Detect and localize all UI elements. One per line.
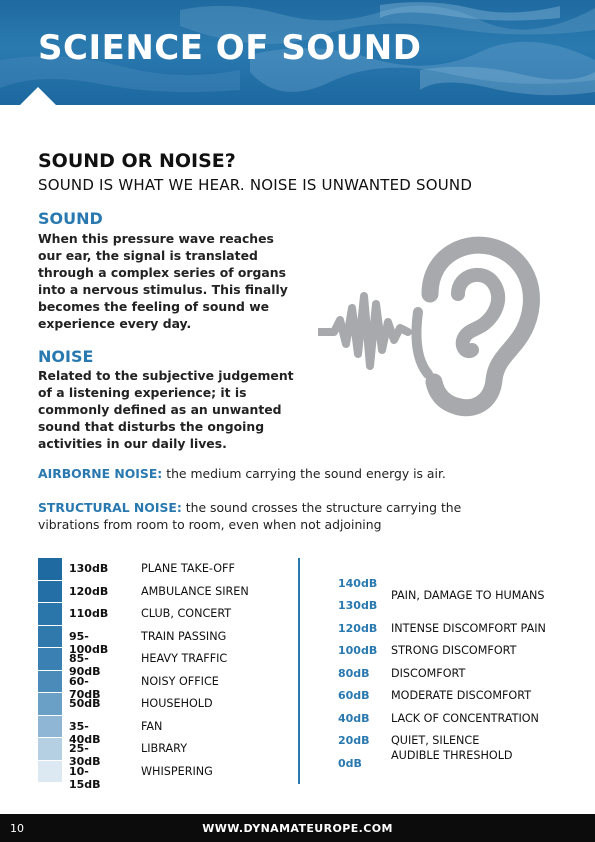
airborne-text: the medium carrying the sound energy is air.: [166, 466, 446, 481]
level-swatch: [38, 603, 62, 625]
level-label: HOUSEHOLD: [141, 697, 213, 710]
level-db: 60-70dB: [69, 674, 101, 701]
effect-label: STRONG DISCOMFORT: [391, 644, 517, 657]
noise-line: Related to the subjective judgement: [38, 368, 294, 383]
level-label: TRAIN PASSING: [141, 629, 227, 643]
scale-divider: [298, 558, 300, 784]
level-label: HEAVY TRAFFIC: [141, 652, 228, 665]
level-label: LIBRARY: [141, 742, 188, 755]
noise-heading: NOISE: [38, 347, 94, 366]
sound-line: When this pressure wave reaches: [38, 231, 274, 246]
structural-noise-definition: [38, 499, 568, 516]
sound-line: experience every day.: [38, 316, 192, 331]
noise-line: of a listening experience; it is: [38, 385, 247, 400]
level-label: NOISY OFFICE: [141, 674, 219, 688]
effect-label: MODERATE DISCOMFORT: [391, 689, 532, 702]
sound-line: through a complex series of organs: [38, 265, 286, 280]
level-swatch: [38, 693, 62, 715]
effect-db: 20dB: [338, 734, 370, 747]
sound-line: becomes the feeling of sound we: [38, 299, 270, 314]
level-label: PLANE TAKE-OFF: [141, 562, 235, 575]
level-swatch: [38, 761, 62, 783]
level-label: FAN: [141, 719, 163, 733]
level-swatch: [38, 671, 62, 693]
level-label: AMBULANCE SIREN: [141, 584, 249, 598]
effect-db: 40dB: [338, 712, 370, 725]
noise-paragraph: [38, 367, 306, 452]
level-db: 25-30dB: [69, 742, 101, 768]
section-subheading: SOUND IS WHAT WE HEAR. NOISE IS UNWANTED SOUND: [38, 176, 473, 194]
structural-label: STRUCTURAL NOISE:: [38, 500, 182, 515]
level-swatch: [38, 738, 62, 760]
section-heading: SOUND OR NOISE?: [38, 150, 236, 172]
effect-db: 0dB: [338, 757, 362, 770]
website-link[interactable]: WWW.DYNAMATEUROPE.COM: [202, 822, 393, 835]
effect-db: 100dB: [338, 644, 378, 657]
structural-text: the sound crosses the structure carrying the: [185, 500, 462, 515]
sound-line: into a nervous stimulus. This finally: [38, 282, 288, 297]
sound-paragraph: [38, 230, 306, 332]
page-number: 10: [10, 822, 24, 835]
level-db: 50dB: [69, 697, 101, 710]
effect-label: INTENSE DISCOMFORT PAIN: [391, 622, 546, 635]
page-title: SCIENCE OF SOUND: [38, 28, 422, 68]
level-swatch: [38, 581, 62, 603]
effect-label: PAIN, DAMAGE TO HUMANS: [391, 589, 545, 602]
sound-line: our ear, the signal is translated: [38, 248, 258, 263]
level-swatch: [38, 716, 62, 738]
level-db: 130dB: [69, 562, 109, 575]
banner-notch: [20, 87, 56, 105]
sound-heading: SOUND: [38, 209, 103, 228]
effect-label: AUDIBLE THRESHOLD: [391, 749, 513, 762]
level-db: 10-15dB: [69, 764, 101, 791]
airborne-noise-definition: [38, 465, 568, 482]
level-swatch: [38, 558, 62, 580]
effect-db: 140dB: [338, 577, 378, 590]
level-swatch: [38, 626, 62, 648]
airborne-label: AIRBORNE NOISE:: [38, 466, 163, 481]
ear-with-sound-wave-icon: [318, 232, 568, 417]
level-db: 85-90dB: [69, 652, 101, 678]
level-db: 35-40dB: [69, 719, 101, 746]
noise-line: activities in our daily lives.: [38, 436, 227, 451]
level-db: 110dB: [69, 607, 109, 620]
effect-label: LACK OF CONCENTRATION: [391, 712, 539, 725]
level-label: CLUB, CONCERT: [141, 607, 232, 620]
effect-db: 130dB: [338, 599, 378, 612]
structural-noise-continuation: vibrations from room to room, even when not adjoining: [38, 517, 382, 532]
level-swatch: [38, 648, 62, 670]
level-db: 95-100dB: [69, 629, 109, 656]
effect-db: 60dB: [338, 689, 370, 702]
effect-label: QUIET, SILENCE: [391, 734, 480, 747]
effect-db: 120dB: [338, 622, 378, 635]
level-label: WHISPERING: [141, 764, 213, 778]
effect-label: DISCOMFORT: [391, 667, 466, 680]
header-banner: [0, 0, 595, 105]
footer-bar: [0, 814, 595, 842]
effect-db: 80dB: [338, 667, 370, 680]
level-db: 120dB: [69, 584, 109, 598]
noise-line: sound that disturbs the ongoing: [38, 419, 265, 434]
noise-line: commonly defined as an unwanted: [38, 402, 282, 417]
